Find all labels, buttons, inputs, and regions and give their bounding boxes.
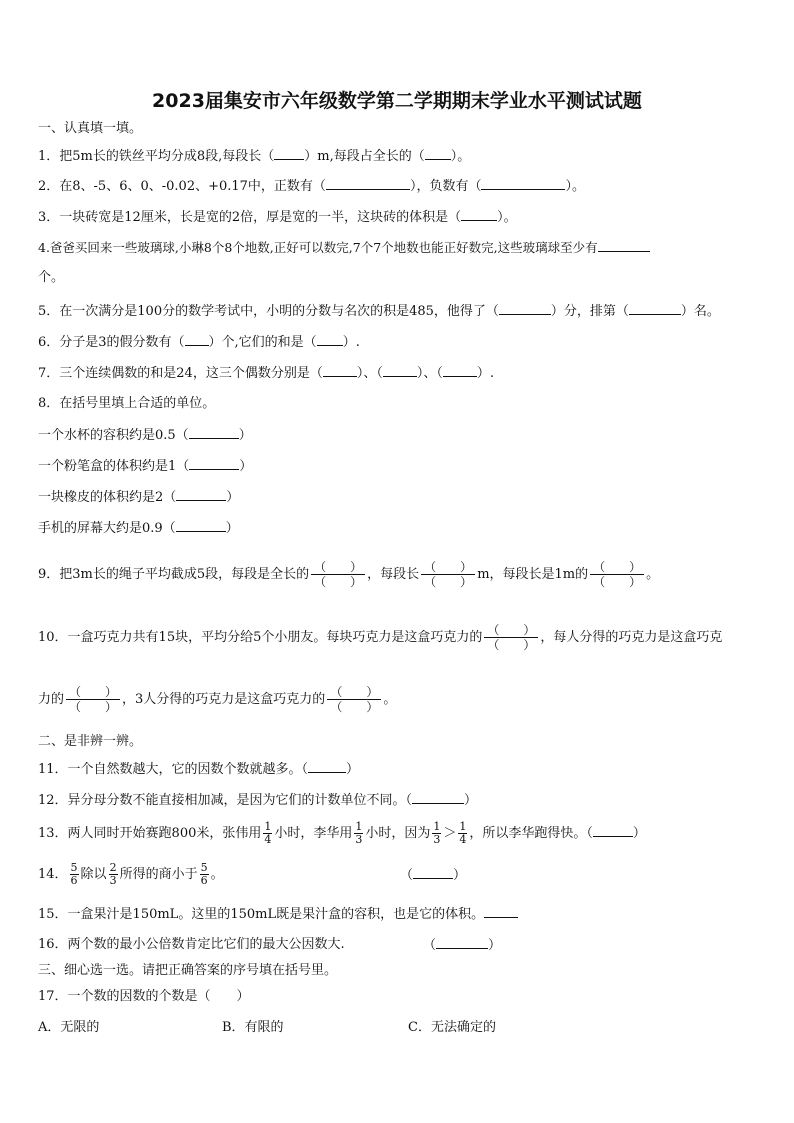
question-9 <box>38 556 659 594</box>
q7-blank-1[interactable] <box>323 364 357 377</box>
q2-text-c: ）。 <box>565 179 585 194</box>
q13-fraction-1-4b <box>458 821 467 846</box>
fraction-numerator: 1 <box>264 820 272 833</box>
q10-text-a: 10．一盒巧克力共有15块，平均分给5个小朋友。每块巧克力是这盒巧克力的 <box>38 630 483 645</box>
question-16 <box>38 936 345 954</box>
question-10-cont <box>38 681 396 719</box>
fraction-numerator: （ ） <box>314 560 363 574</box>
question-17: 17．一个数的因数的个数是（ ） <box>38 989 250 1004</box>
question-12 <box>38 791 477 810</box>
fraction-numerator: （ ） <box>330 685 379 699</box>
section-1-heading: 一、认真填一填。 <box>38 121 143 136</box>
question-3 <box>38 208 517 227</box>
q11-blank[interactable] <box>308 760 346 773</box>
q14-text-c: 所得的商小于 <box>119 867 198 882</box>
q17-option-a[interactable]: A．无限的 <box>38 1020 100 1035</box>
fraction-denominator: （ ） <box>487 638 536 652</box>
q14-close: ） <box>453 868 467 883</box>
q5-text-b: ）分，排第（ <box>550 304 629 319</box>
q10-fraction-1[interactable] <box>484 623 538 652</box>
fraction-numerator: 1 <box>355 820 363 833</box>
fraction-denominator: （ ） <box>593 575 642 589</box>
q14-fraction-5-6b <box>200 862 209 887</box>
q2-text-b: ），负数有（ <box>409 179 482 194</box>
q15-blank[interactable] <box>484 905 518 918</box>
q8-close-2: ） <box>239 459 253 474</box>
q12-blank[interactable] <box>412 791 464 804</box>
fraction-denominator: 3 <box>433 833 441 846</box>
q7-text-a: 7．三个连续偶数的和是24，这三个偶数分别是（ <box>38 366 323 381</box>
question-11 <box>38 760 359 779</box>
q7-blank-3[interactable] <box>443 364 477 377</box>
q17-option-c[interactable]: C．无法确定的 <box>408 1020 496 1035</box>
q14-open: （ <box>400 868 414 883</box>
fraction-numerator: 5 <box>200 861 208 874</box>
question-1 <box>38 147 470 166</box>
q13-fraction-1-3 <box>354 821 363 846</box>
q1-text-c: ）。 <box>450 149 471 164</box>
q14-fraction-5-6 <box>70 862 79 887</box>
q13-blank[interactable] <box>593 824 633 837</box>
fraction-denominator: 4 <box>264 833 272 846</box>
q3-blank-1[interactable] <box>461 208 497 221</box>
q8-item-4 <box>38 519 239 538</box>
q13-fraction-1-4 <box>263 821 272 846</box>
q17-option-b[interactable]: B．有限的 <box>222 1020 284 1035</box>
fraction-numerator: 5 <box>70 861 78 874</box>
q10-text-c: 力的 <box>38 692 65 707</box>
q11-close: ） <box>346 762 360 777</box>
q10-text-e: 。 <box>383 692 397 707</box>
q8-item-3 <box>38 488 239 507</box>
q2-blank-2[interactable] <box>481 177 565 190</box>
fraction-denominator: 3 <box>355 833 363 846</box>
question-10 <box>38 619 722 657</box>
fraction-denominator: （ ） <box>69 700 118 714</box>
q9-text-c: m，每段长是1m的 <box>477 567 589 582</box>
fraction-denominator: 6 <box>70 874 78 887</box>
q6-blank-2[interactable] <box>317 333 343 346</box>
q2-blank-1[interactable] <box>326 177 410 190</box>
q16-close: ） <box>488 938 502 953</box>
q14-text-b: 除以 <box>80 867 107 882</box>
q14-fraction-2-3 <box>109 862 118 887</box>
q13-text-a: 13．两人同时开始赛跑800米，张伟用 <box>38 826 262 841</box>
q6-text-a: 6．分子是3的假分数有（ <box>38 335 185 350</box>
q10-fraction-3[interactable] <box>327 685 381 714</box>
q8-close-1: ） <box>238 428 252 443</box>
q16-open: （ <box>423 938 437 953</box>
q13-fraction-1-3b <box>432 821 441 846</box>
q9-fraction-3[interactable] <box>590 560 644 589</box>
q5-blank-1[interactable] <box>499 302 551 315</box>
q13-text-b: 小时，李华用 <box>274 826 353 841</box>
q7-text-d: ）. <box>476 366 494 381</box>
question-4 <box>38 239 650 257</box>
question-8: 8．在括号里填上合适的单位。 <box>38 396 216 411</box>
fraction-numerator: （ ） <box>424 560 473 574</box>
question-2 <box>38 177 585 196</box>
q6-blank-1[interactable] <box>185 333 209 346</box>
q1-blank-2[interactable] <box>425 147 451 160</box>
q8-item-4-text: 手机的屏幕大约是0.9（ <box>38 521 176 536</box>
q10-text-d: ，3人分得的巧克力是这盒巧克力的 <box>122 692 326 707</box>
q14-text-a: 14． <box>38 867 68 882</box>
q12-close: ） <box>464 793 478 808</box>
q9-text-b: ，每段长 <box>367 567 420 582</box>
q8-item-2-text: 一个粉笔盒的体积约是1（ <box>38 459 190 474</box>
q14-text-d: 。 <box>210 867 224 882</box>
q9-text-d: 。 <box>646 567 660 582</box>
question-7 <box>38 364 494 383</box>
q7-blank-2[interactable] <box>383 364 417 377</box>
question-14 <box>38 857 224 893</box>
q4-blank-1[interactable] <box>598 239 650 252</box>
fraction-denominator: （ ） <box>314 575 363 589</box>
q16-answer <box>423 936 501 955</box>
q8-blank-1[interactable] <box>189 426 239 439</box>
fraction-numerator: （ ） <box>69 685 118 699</box>
q9-text-a: 9．把3m长的绳子平均截成5段，每段是全长的 <box>38 567 310 582</box>
q8-item-1-text: 一个水杯的容积约是0.5（ <box>38 428 189 443</box>
q13-text-e: ，所以李华跑得快。（ <box>469 826 593 841</box>
q13-text-d: ＞ <box>443 826 457 841</box>
q16-blank[interactable] <box>436 936 488 949</box>
q1-text-a: 1．把5m长的铁丝平均分成8段,每段长（ <box>38 149 275 164</box>
q14-blank[interactable] <box>413 866 453 879</box>
q8-item-1 <box>38 426 252 445</box>
q15-text: 15．一盒果汁是150mL。这里的150mL既是果汁盒的容积，也是它的体积。 <box>38 907 485 922</box>
q1-text-b: ）m,每段占全长的（ <box>304 149 425 164</box>
fraction-numerator: 1 <box>459 820 467 833</box>
q8-close-3: ） <box>226 490 240 505</box>
q13-text-c: 小时，因为 <box>365 826 431 841</box>
q10-text-b: ，每人分得的巧克力是这盒巧克 <box>540 630 723 645</box>
q4-text-a: 4.爸爸买回来一些玻璃球,小琳8个8个地数,正好可以数完,7个7个地数也能正好数完,这些玻璃球至少有 <box>38 240 598 255</box>
q7-text-c: ）、（ <box>416 366 443 381</box>
fraction-numerator: （ ） <box>593 560 642 574</box>
question-15 <box>38 905 518 924</box>
q3-text-b: ）。 <box>497 210 517 225</box>
q12-text: 12．异分母分数不能直接相加减，是因为它们的计数单位不同。（ <box>38 793 413 808</box>
q5-text-c: ）名。 <box>680 304 720 319</box>
q9-fraction-2[interactable] <box>421 560 475 589</box>
q9-fraction-1[interactable] <box>311 560 365 589</box>
q8-blank-3[interactable] <box>176 488 226 501</box>
q8-blank-4[interactable] <box>176 519 226 532</box>
q5-text-a: 5．在一次满分是100分的数学考试中，小明的分数与名次的积是485，他得了（ <box>38 304 499 319</box>
fraction-numerator: （ ） <box>487 623 536 637</box>
page-title: 2023届集安市六年级数学第二学期期末学业水平测试试题 <box>152 90 642 112</box>
q5-blank-2[interactable] <box>629 302 681 315</box>
q16-text: 16．两个数的最小公倍数肯定比它们的最大公因数大. <box>38 937 345 952</box>
q1-blank-1[interactable] <box>274 147 304 160</box>
q10-fraction-2[interactable] <box>66 685 120 714</box>
q6-text-c: ）. <box>342 335 360 350</box>
fraction-denominator: 6 <box>200 874 208 887</box>
fraction-denominator: （ ） <box>330 700 379 714</box>
q13-close: ） <box>632 826 646 841</box>
question-4-cont: 个。 <box>38 270 65 285</box>
fraction-denominator: 4 <box>459 833 467 846</box>
q7-text-b: ）、（ <box>356 366 383 381</box>
fraction-numerator: 1 <box>433 820 441 833</box>
question-5 <box>38 302 720 321</box>
q6-text-b: ）个,它们的和是（ <box>208 335 317 350</box>
q8-blank-2[interactable] <box>189 457 239 470</box>
q2-text-a: 2．在8、-5、6、0、-0.02、+0.17中，正数有（ <box>38 179 326 194</box>
q8-close-4: ） <box>225 521 239 536</box>
q14-answer <box>400 866 466 885</box>
q11-text: 11．一个自然数越大，它的因数个数就越多。（ <box>38 762 309 777</box>
fraction-numerator: 2 <box>109 861 117 874</box>
section-2-heading: 二、是非辨一辨。 <box>38 734 143 749</box>
section-3-heading: 三、细心选一选。请把正确答案的序号填在括号里。 <box>38 963 338 978</box>
q8-item-2 <box>38 457 252 476</box>
fraction-denominator: （ ） <box>424 575 473 589</box>
q3-text-a: 3．一块砖宽是12厘米，长是宽的2倍，厚是宽的一半，这块砖的体积是（ <box>38 210 462 225</box>
fraction-denominator: 3 <box>109 874 117 887</box>
q8-item-3-text: 一块橡皮的体积约是2（ <box>38 490 177 505</box>
question-6 <box>38 333 360 352</box>
question-13 <box>38 816 646 852</box>
